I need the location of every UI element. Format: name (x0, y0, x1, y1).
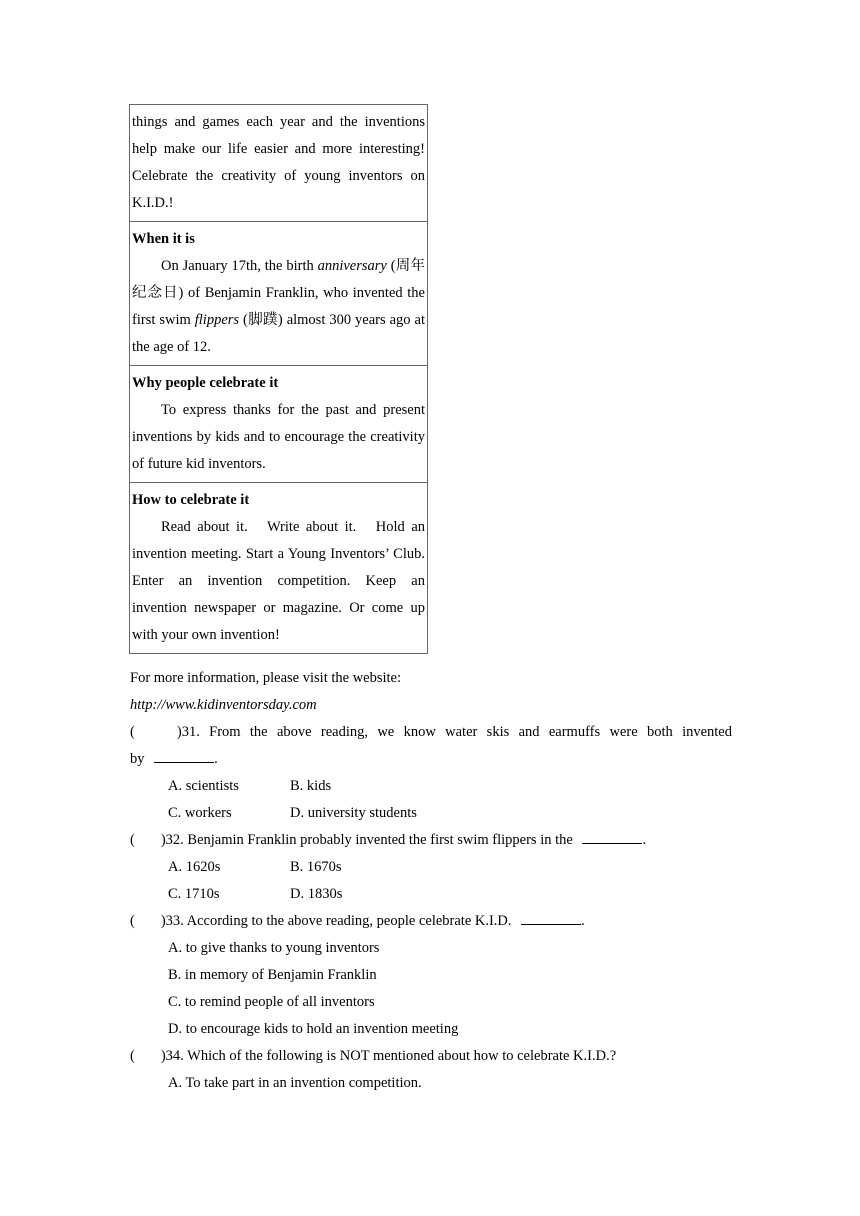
stem-word: above (276, 724, 312, 740)
answer-paren[interactable] (130, 913, 161, 929)
website-link[interactable]: http://www.kidinventorsday.com (130, 697, 317, 713)
stem-word: earmuffs (548, 724, 601, 740)
stem-word: by (130, 751, 145, 767)
stem-word: From (209, 724, 241, 740)
stem-word: skis (486, 724, 510, 740)
stem-word: know (403, 724, 436, 740)
more-info-text: For more information, please visit the website: (130, 670, 402, 686)
stem-word: reading, (320, 724, 368, 740)
flippers-term: flippers (194, 312, 240, 328)
answer-paren[interactable] (130, 832, 161, 848)
table-row (130, 366, 428, 483)
paren-open: ( (130, 832, 135, 848)
when-text-part: On January 17th, the birth (161, 258, 318, 274)
question-stem: )33. According to the above reading, people celebrate K.I.D. (160, 913, 512, 929)
question-32 (130, 827, 646, 854)
option-a[interactable]: A. 1620s (168, 859, 221, 875)
stem-word: both (646, 724, 673, 740)
stem-end: . (642, 832, 647, 848)
paren-open: ( (130, 1048, 135, 1064)
table-row (130, 222, 428, 366)
paren-close: ) (176, 724, 182, 740)
how-text: Read about it. Write about it. Hold an invention meeting. Start a Young Inventors’ Club. Enter an invention competition. Keep an invention newspaper or magazine. Or come up with your own invention! (132, 519, 429, 643)
info-table (129, 104, 428, 654)
option-d[interactable]: D. to encourage kids to hold an invention meeting (168, 1021, 459, 1037)
stem-word: water (445, 724, 478, 740)
paren-open: ( (130, 913, 135, 929)
why-heading: Why people celebrate it (132, 375, 279, 391)
paren-open: ( (130, 724, 135, 740)
intro-text: things and games each year and the inventions help make our life easier and more interesting! Celebrate the creativity of young inventors on K.I.D.! (132, 114, 425, 211)
how-heading: How to celebrate it (132, 492, 250, 508)
option-c[interactable]: C. workers (168, 805, 232, 821)
stem-word: were (609, 724, 638, 740)
when-text-part: (脚蹼) almost 300 years ago at the age of 12. (132, 312, 425, 355)
table-cell-how (130, 483, 428, 654)
option-a[interactable]: A. To take part in an invention competition. (168, 1075, 422, 1091)
answer-blank (521, 910, 581, 925)
option-a[interactable]: A. scientists (168, 778, 239, 794)
answer-paren[interactable] (130, 719, 200, 746)
option-a[interactable]: A. to give thanks to young inventors (168, 940, 380, 956)
stem-word: we (377, 724, 395, 740)
option-d[interactable]: D. 1830s (290, 886, 343, 902)
question-stem: )34. Which of the following is NOT mentioned about how to celebrate K.I.D.? (160, 1048, 617, 1064)
table-cell-intro (130, 105, 428, 222)
why-text: To express thanks for the past and present inventions by kids and to encourage the creativity of future kid inventors. (132, 402, 425, 472)
question-34 (130, 1043, 616, 1070)
table-row (130, 105, 428, 222)
when-heading: When it is (132, 231, 195, 247)
option-b[interactable]: B. kids (290, 778, 332, 794)
when-text (132, 253, 425, 361)
table-cell-when (130, 222, 428, 366)
option-b[interactable]: B. 1670s (290, 859, 342, 875)
when-text-part: (周年纪念日) of Benjamin Franklin, who invented the first swim (132, 258, 425, 328)
answer-paren[interactable] (130, 1048, 161, 1064)
answer-blank (154, 748, 214, 763)
table-row (130, 483, 428, 654)
stem-word: the (249, 724, 268, 740)
option-c[interactable]: C. to remind people of all inventors (168, 994, 375, 1010)
stem-word: invented (682, 724, 732, 740)
question-31 (130, 719, 732, 746)
question-stem: )32. Benjamin Franklin probably invented the first swim flippers in the (160, 832, 573, 848)
stem-end: . (214, 751, 218, 767)
stem-end: . (581, 913, 585, 929)
question-33 (130, 908, 585, 935)
stem-word: and (518, 724, 540, 740)
table-cell-why (130, 366, 428, 483)
question-31-cont (130, 746, 218, 773)
answer-blank (582, 829, 642, 844)
option-b[interactable]: B. in memory of Benjamin Franklin (168, 967, 377, 983)
anniversary-term: anniversary (317, 258, 387, 274)
question-number: 31. (181, 724, 200, 740)
option-d[interactable]: D. university students (290, 805, 417, 821)
option-c[interactable]: C. 1710s (168, 886, 220, 902)
